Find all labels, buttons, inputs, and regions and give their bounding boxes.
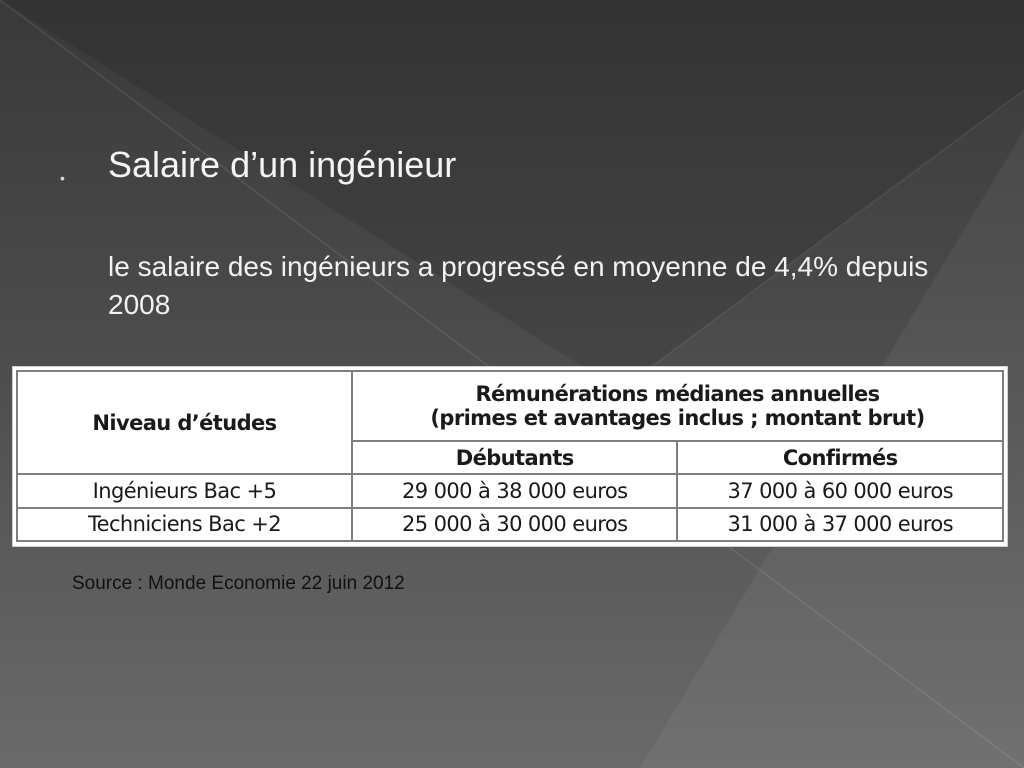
slide-title: Salaire d’un ingénieur	[108, 144, 457, 185]
header-remunerations	[352, 371, 1003, 441]
table-row	[17, 474, 1003, 507]
header-debutants: Débutants	[352, 441, 677, 474]
bullet-icon: •	[60, 170, 65, 186]
table-header-row	[17, 371, 1003, 441]
header-niveau-etudes: Niveau d’études	[17, 371, 352, 474]
header-remunerations-line1: Rémunérations médianes annuelles	[475, 382, 880, 406]
cell-confirmes: 31 000 à 37 000 euros	[677, 508, 1003, 541]
salary-table-frame	[12, 366, 1008, 547]
cell-debutants: 29 000 à 38 000 euros	[352, 474, 677, 507]
cell-niveau: Techniciens Bac +2	[17, 508, 352, 541]
source-citation: Source : Monde Economie 22 juin 2012	[72, 573, 405, 594]
header-remunerations-line2: (primes et avantages inclus ; montant brut)	[430, 406, 925, 430]
cell-confirmes: 37 000 à 60 000 euros	[677, 474, 1003, 507]
header-confirmes: Confirmés	[677, 441, 1003, 474]
cell-niveau: Ingénieurs Bac +5	[17, 474, 352, 507]
table-row	[17, 508, 1003, 541]
salary-table	[16, 370, 1004, 542]
cell-debutants: 25 000 à 30 000 euros	[352, 508, 677, 541]
slide-body-text: le salaire des ingénieurs a progressé en moyenne de 4,4% depuis 2008	[108, 251, 929, 320]
